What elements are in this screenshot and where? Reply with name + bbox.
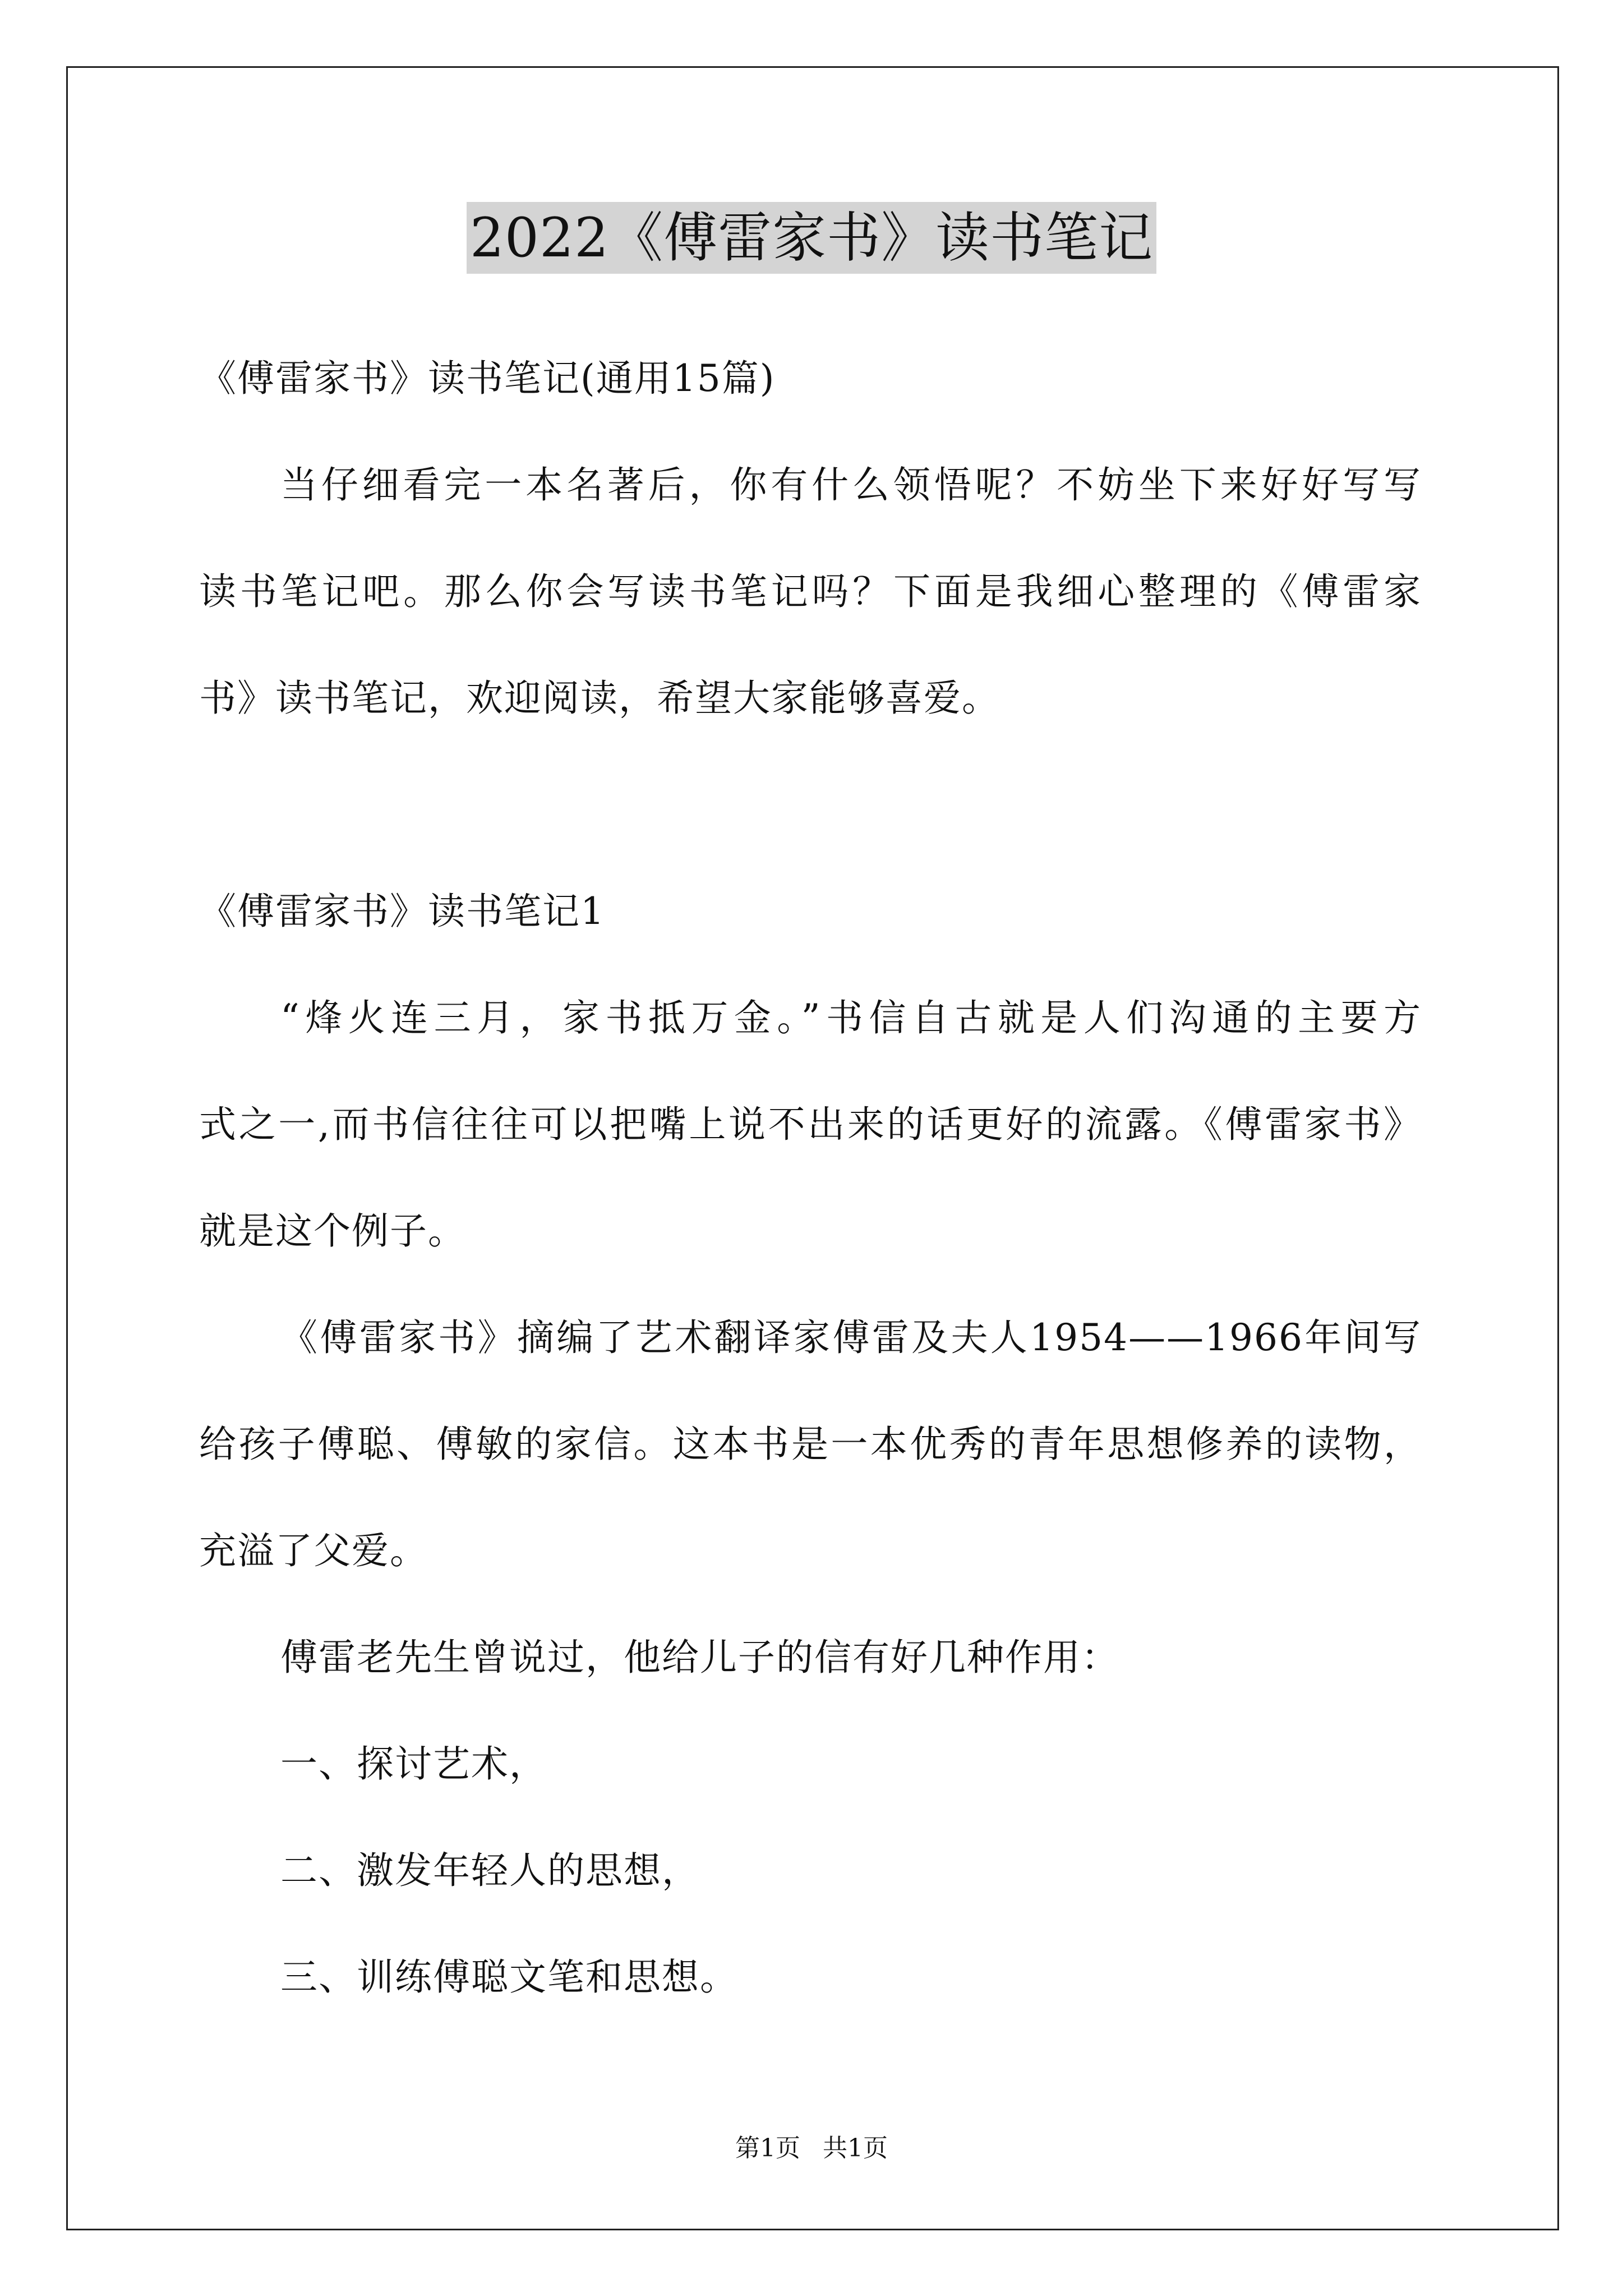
intro-line-1: 当仔细看完一本名著后，你有什么领悟呢？不妨坐下来好好写写 <box>280 463 1422 507</box>
intro-line-2: 读书笔记吧。那么你会写读书笔记吗？下面是我细心整理的《傅雷家 <box>199 570 1422 613</box>
section-line-3: 就是这个例子。 <box>199 1209 466 1253</box>
title-wrap <box>0 202 1623 274</box>
page-number: 第1页 <box>735 2134 800 2162</box>
section-line-4: 《傅雷家书》摘编了艺术翻译家傅雷及夫人1954——1966年间写 <box>280 1316 1422 1359</box>
section-line-2: 式之一,而书信往往可以把嘴上说不出来的话更好的流露。《傅雷家书》 <box>199 1103 1422 1146</box>
section-line-5: 给孩子傅聪、傅敏的家信。这本书是一本优秀的青年思想修养的读物， <box>199 1423 1422 1466</box>
intro-line-3: 书》读书笔记，欢迎阅读，希望大家能够喜爱。 <box>199 677 1000 720</box>
document-title: 2022《傅雷家书》读书笔记 <box>467 202 1156 274</box>
document-subtitle: 《傅雷家书》读书笔记(通用15篇) <box>199 357 776 400</box>
page-footer <box>0 2132 1623 2165</box>
list-item-3: 三、训练傅聪文笔和思想。 <box>280 1955 738 1999</box>
section-line-6: 充溢了父爱。 <box>199 1529 428 1572</box>
list-item-2: 二、激发年轻人的思想， <box>280 1849 700 1892</box>
page-total: 共1页 <box>823 2134 888 2162</box>
section-line-7: 傅雷老先生曾说过，他给儿子的信有好几种作用： <box>280 1636 1119 1679</box>
section-heading: 《傅雷家书》读书笔记1 <box>199 890 605 933</box>
section-line-1: “烽火连三月，家书抵万金。”书信自古就是人们沟通的主要方 <box>280 996 1422 1039</box>
list-item-1: 一、探讨艺术， <box>280 1742 547 1786</box>
